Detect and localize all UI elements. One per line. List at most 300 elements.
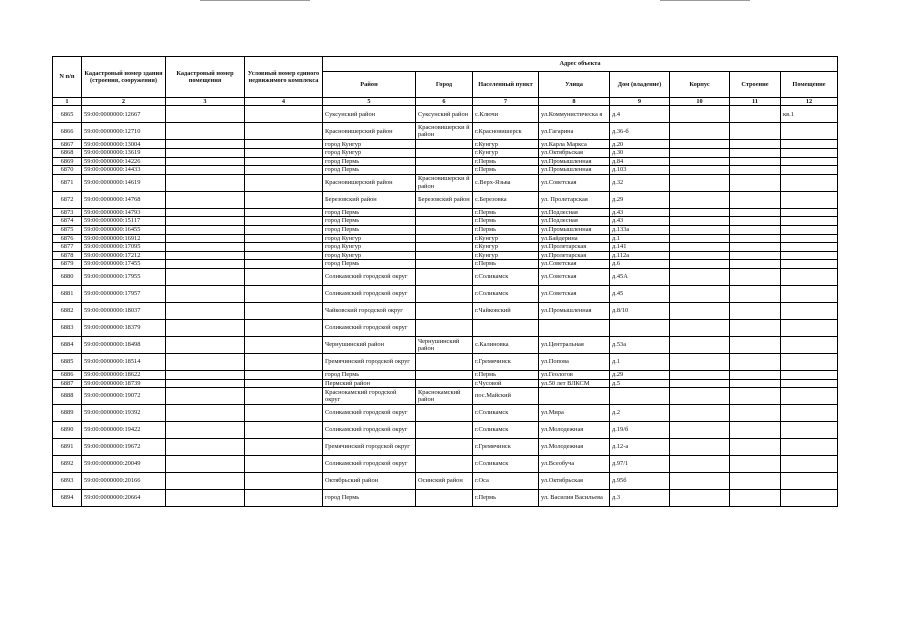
cell-district: город Пермь	[323, 166, 416, 175]
cell-house	[610, 319, 670, 336]
cell-house: д.53а	[610, 336, 670, 353]
cell-premises	[781, 217, 838, 226]
cell-conditional-number	[245, 388, 323, 405]
table-row	[53, 157, 838, 166]
table-row	[53, 191, 838, 208]
cell-cadastral-room	[166, 268, 245, 285]
cell-building	[730, 217, 781, 226]
cell-building	[730, 208, 781, 217]
cell-district: Соликамский городской округ	[323, 268, 416, 285]
cell-cadastral-building: 59:00:0000000:13619	[82, 149, 166, 158]
cell-cadastral-building: 59:00:0000000:19392	[82, 405, 166, 422]
cell-city	[416, 268, 473, 285]
cell-cadastral-room	[166, 319, 245, 336]
cell-premises	[781, 243, 838, 252]
cell-premises	[781, 208, 838, 217]
cell-premises	[781, 225, 838, 234]
cell-row-number: 6882	[53, 302, 82, 319]
cell-district: Соликамский городской округ	[323, 405, 416, 422]
cell-street: ул.Подлесная	[539, 217, 610, 226]
cell-building	[730, 234, 781, 243]
column-number: 1	[53, 98, 82, 106]
cell-cadastral-room	[166, 208, 245, 217]
cell-building	[730, 490, 781, 507]
cell-locality: г.Соликамск	[473, 268, 539, 285]
header-korpus: Корпус	[670, 72, 730, 98]
cell-korpus	[670, 123, 730, 140]
cell-locality: г.Соликамск	[473, 405, 539, 422]
cell-cadastral-room	[166, 388, 245, 405]
table-row	[53, 370, 838, 379]
cell-conditional-number	[245, 353, 323, 370]
table-row	[53, 243, 838, 252]
column-number: 7	[473, 98, 539, 106]
cell-premises	[781, 302, 838, 319]
cell-korpus	[670, 353, 730, 370]
cell-row-number: 6867	[53, 140, 82, 149]
cell-row-number: 6888	[53, 388, 82, 405]
cell-premises	[781, 370, 838, 379]
table-row	[53, 422, 838, 439]
cell-korpus	[670, 490, 730, 507]
cell-cadastral-room	[166, 166, 245, 175]
column-number: 11	[730, 98, 781, 106]
cell-korpus	[670, 243, 730, 252]
table-row	[53, 234, 838, 243]
cell-row-number: 6870	[53, 166, 82, 175]
cell-house: д.6	[610, 260, 670, 269]
cell-row-number: 6894	[53, 490, 82, 507]
cell-house: д.84	[610, 157, 670, 166]
column-number-row	[53, 98, 838, 106]
cell-locality: с.Березовка	[473, 191, 539, 208]
cell-house: д.43	[610, 217, 670, 226]
cell-row-number: 6875	[53, 225, 82, 234]
cell-street: ул.Октябрьская	[539, 473, 610, 490]
cell-house: д.45	[610, 285, 670, 302]
cell-street: ул.Всеобуча	[539, 456, 610, 473]
table-row	[53, 319, 838, 336]
cell-locality: г.Пермь	[473, 157, 539, 166]
cell-conditional-number	[245, 123, 323, 140]
cell-premises	[781, 439, 838, 456]
cell-conditional-number	[245, 251, 323, 260]
cell-street: ул.Подлесная	[539, 208, 610, 217]
cell-korpus	[670, 388, 730, 405]
cell-street: ул.Промышленная	[539, 157, 610, 166]
cell-locality: г.Кунгур	[473, 243, 539, 252]
cell-locality: г.Кунгур	[473, 251, 539, 260]
cell-cadastral-building: 59:00:0000000:17957	[82, 285, 166, 302]
cell-house: д.103	[610, 166, 670, 175]
cell-cadastral-room	[166, 456, 245, 473]
cell-conditional-number	[245, 456, 323, 473]
cell-conditional-number	[245, 260, 323, 269]
cell-street: ул.50 лет ВЛКСМ	[539, 379, 610, 388]
cell-street: ул.Промышленная	[539, 225, 610, 234]
cell-city: Красновишерски й район	[416, 174, 473, 191]
table-row	[53, 123, 838, 140]
cell-cadastral-building: 59:00:0000000:20049	[82, 456, 166, 473]
cell-korpus	[670, 302, 730, 319]
cell-premises	[781, 268, 838, 285]
cell-locality: г.Пермь	[473, 490, 539, 507]
cell-district: Соликамский городской округ	[323, 285, 416, 302]
cell-district: город Кунгур	[323, 234, 416, 243]
cell-district: Красновишерский район	[323, 174, 416, 191]
cell-city	[416, 208, 473, 217]
cell-house: д.112а	[610, 251, 670, 260]
cell-cadastral-building: 59:00:0000000:19422	[82, 422, 166, 439]
cell-locality: г.Пермь	[473, 370, 539, 379]
cell-cadastral-building: 59:00:0000000:18622	[82, 370, 166, 379]
cell-conditional-number	[245, 225, 323, 234]
cell-building	[730, 473, 781, 490]
cell-row-number: 6889	[53, 405, 82, 422]
cell-locality: г.Пермь	[473, 217, 539, 226]
header-address-group: Адрес объекта	[323, 57, 838, 72]
cell-row-number: 6878	[53, 251, 82, 260]
cell-locality	[473, 319, 539, 336]
cell-district: Красновишерский район	[323, 123, 416, 140]
cell-korpus	[670, 319, 730, 336]
cell-conditional-number	[245, 191, 323, 208]
cell-building	[730, 268, 781, 285]
cell-conditional-number	[245, 217, 323, 226]
cell-locality: г.Соликамск	[473, 422, 539, 439]
cell-cadastral-room	[166, 234, 245, 243]
cell-conditional-number	[245, 379, 323, 388]
table-row	[53, 217, 838, 226]
cell-row-number: 6874	[53, 217, 82, 226]
cell-house: д.36-б	[610, 123, 670, 140]
cell-cadastral-building: 59:00:0000000:18379	[82, 319, 166, 336]
cell-city	[416, 405, 473, 422]
cell-building	[730, 285, 781, 302]
cell-district: Соликамский городской округ	[323, 422, 416, 439]
cell-city	[416, 140, 473, 149]
cell-street: ул.Промышленная	[539, 166, 610, 175]
column-number: 12	[781, 98, 838, 106]
table-row	[53, 473, 838, 490]
cell-premises	[781, 191, 838, 208]
cell-korpus	[670, 473, 730, 490]
cell-house: д.1	[610, 234, 670, 243]
cell-locality: г.Пермь	[473, 225, 539, 234]
cell-locality: с.Калиновка	[473, 336, 539, 353]
cell-premises	[781, 456, 838, 473]
cell-building	[730, 422, 781, 439]
cell-city	[416, 149, 473, 158]
cell-conditional-number	[245, 166, 323, 175]
cell-premises	[781, 336, 838, 353]
cell-cadastral-room	[166, 225, 245, 234]
cell-city: Чернушинский район	[416, 336, 473, 353]
cell-street: ул.Советская	[539, 285, 610, 302]
cell-korpus	[670, 234, 730, 243]
cell-row-number: 6873	[53, 208, 82, 217]
cell-conditional-number	[245, 336, 323, 353]
cell-house: д.8/10	[610, 302, 670, 319]
cell-row-number: 6865	[53, 106, 82, 123]
cell-building	[730, 379, 781, 388]
cell-house: д.3	[610, 490, 670, 507]
cell-cadastral-room	[166, 106, 245, 123]
cell-row-number: 6866	[53, 123, 82, 140]
cell-premises	[781, 388, 838, 405]
cell-locality: г.Гремячинск	[473, 353, 539, 370]
cell-city	[416, 422, 473, 439]
cell-cadastral-building: 59:00:0000000:18037	[82, 302, 166, 319]
cell-row-number: 6891	[53, 439, 82, 456]
cell-conditional-number	[245, 370, 323, 379]
cell-locality: г.Гремячинск	[473, 439, 539, 456]
cell-locality: с.Ключи	[473, 106, 539, 123]
cell-conditional-number	[245, 422, 323, 439]
table-row	[53, 456, 838, 473]
cell-premises	[781, 319, 838, 336]
column-number: 2	[82, 98, 166, 106]
cell-city: Красновишерски й район	[416, 123, 473, 140]
cell-cadastral-room	[166, 243, 245, 252]
cell-cadastral-building: 59:00:0000000:16912	[82, 234, 166, 243]
cell-conditional-number	[245, 157, 323, 166]
cell-cadastral-room	[166, 285, 245, 302]
cell-conditional-number	[245, 149, 323, 158]
cell-district: Чернушинский район	[323, 336, 416, 353]
cell-building	[730, 243, 781, 252]
cell-street: ул. Пролетарская	[539, 191, 610, 208]
cell-row-number: 6885	[53, 353, 82, 370]
cell-cadastral-room	[166, 336, 245, 353]
column-number: 9	[610, 98, 670, 106]
cell-row-number: 6892	[53, 456, 82, 473]
cell-cadastral-building: 59:00:0000000:13004	[82, 140, 166, 149]
cell-street: ул.Гагарина	[539, 123, 610, 140]
cell-cadastral-building: 59:00:0000000:18498	[82, 336, 166, 353]
table-row	[53, 405, 838, 422]
cell-cadastral-building: 59:00:0000000:14619	[82, 174, 166, 191]
cell-house: д.2	[610, 405, 670, 422]
header-locality: Населенный пункт	[473, 72, 539, 98]
cell-city	[416, 285, 473, 302]
cell-cadastral-building: 59:00:0000000:14433	[82, 166, 166, 175]
cell-house: д.20	[610, 140, 670, 149]
cell-korpus	[670, 405, 730, 422]
cell-korpus	[670, 336, 730, 353]
cell-row-number: 6886	[53, 370, 82, 379]
cell-conditional-number	[245, 490, 323, 507]
cell-house	[610, 388, 670, 405]
cell-korpus	[670, 251, 730, 260]
table-row	[53, 260, 838, 269]
cell-house: д.97/1	[610, 456, 670, 473]
cell-premises	[781, 422, 838, 439]
cell-cadastral-room	[166, 174, 245, 191]
cell-locality: г.Кунгур	[473, 140, 539, 149]
cell-house: д.45А	[610, 268, 670, 285]
cell-building	[730, 302, 781, 319]
cell-korpus	[670, 456, 730, 473]
cell-building	[730, 405, 781, 422]
cell-locality: пос.Майский	[473, 388, 539, 405]
cell-building	[730, 157, 781, 166]
cell-city	[416, 225, 473, 234]
cell-street: ул.Карла Маркса	[539, 140, 610, 149]
cell-cadastral-room	[166, 251, 245, 260]
cell-house: д.133а	[610, 225, 670, 234]
cell-korpus	[670, 422, 730, 439]
cell-city: Осинский район	[416, 473, 473, 490]
cell-district: город Пермь	[323, 260, 416, 269]
cell-city	[416, 243, 473, 252]
cell-cadastral-building: 59:00:0000000:15117	[82, 217, 166, 226]
cell-korpus	[670, 268, 730, 285]
cell-city	[416, 166, 473, 175]
scan-top-mark-left	[200, 0, 310, 1]
cell-street: ул. Василия Васильева	[539, 490, 610, 507]
cell-city	[416, 217, 473, 226]
cell-premises	[781, 490, 838, 507]
cell-city	[416, 302, 473, 319]
cell-street: ул.Коммунистическа я	[539, 106, 610, 123]
table-row	[53, 166, 838, 175]
cell-district: город Кунгур	[323, 243, 416, 252]
table-row	[53, 140, 838, 149]
cell-street: ул.Молодежная	[539, 422, 610, 439]
registry-table	[52, 56, 838, 507]
header-cadastral-building: Кадастровый номер здания (строения, сооружения)	[82, 57, 166, 98]
column-number: 5	[323, 98, 416, 106]
cell-building	[730, 191, 781, 208]
cell-house: д.29	[610, 370, 670, 379]
cell-korpus	[670, 439, 730, 456]
cell-city	[416, 234, 473, 243]
cell-premises: кв.1	[781, 106, 838, 123]
cell-korpus	[670, 149, 730, 158]
cell-district: город Кунгур	[323, 251, 416, 260]
cell-row-number: 6881	[53, 285, 82, 302]
cell-conditional-number	[245, 140, 323, 149]
cell-korpus	[670, 260, 730, 269]
cell-korpus	[670, 174, 730, 191]
cell-cadastral-building: 59:00:0000000:14793	[82, 208, 166, 217]
table-row	[53, 149, 838, 158]
cell-premises	[781, 234, 838, 243]
cell-cadastral-room	[166, 191, 245, 208]
cell-cadastral-room	[166, 439, 245, 456]
cell-district: город Пермь	[323, 208, 416, 217]
cell-cadastral-room	[166, 370, 245, 379]
cell-premises	[781, 405, 838, 422]
cell-locality: г.Кунгур	[473, 149, 539, 158]
cell-locality: г.Чусовой	[473, 379, 539, 388]
table-row	[53, 208, 838, 217]
cell-district: Гремячинский городской округ	[323, 439, 416, 456]
cell-row-number: 6871	[53, 174, 82, 191]
cell-city: Краснокамский район	[416, 388, 473, 405]
cell-conditional-number	[245, 243, 323, 252]
cell-conditional-number	[245, 285, 323, 302]
cell-premises	[781, 174, 838, 191]
cell-building	[730, 149, 781, 158]
cell-street	[539, 388, 610, 405]
table-row	[53, 439, 838, 456]
header-city: Город	[416, 72, 473, 98]
column-number: 4	[245, 98, 323, 106]
cell-locality: г.Чайковский	[473, 302, 539, 319]
cell-street	[539, 319, 610, 336]
cell-city	[416, 439, 473, 456]
cell-cadastral-building: 59:00:0000000:20664	[82, 490, 166, 507]
cell-cadastral-room	[166, 379, 245, 388]
cell-street: ул.Советская	[539, 268, 610, 285]
cell-conditional-number	[245, 319, 323, 336]
cell-building	[730, 439, 781, 456]
cell-row-number: 6876	[53, 234, 82, 243]
cell-building	[730, 123, 781, 140]
cell-district: город Пермь	[323, 157, 416, 166]
cell-premises	[781, 123, 838, 140]
cell-conditional-number	[245, 208, 323, 217]
cell-locality: г.Пермь	[473, 260, 539, 269]
cell-street: ул.Пролетарская	[539, 243, 610, 252]
cell-house: д.30	[610, 149, 670, 158]
cell-korpus	[670, 157, 730, 166]
cell-district: Гремячинский городской округ	[323, 353, 416, 370]
cell-premises	[781, 149, 838, 158]
cell-conditional-number	[245, 268, 323, 285]
cell-street: ул.Центральная	[539, 336, 610, 353]
table-row	[53, 174, 838, 191]
cell-building	[730, 456, 781, 473]
cell-house: д.1	[610, 353, 670, 370]
cell-street: ул.Промышленная	[539, 302, 610, 319]
cell-row-number: 6879	[53, 260, 82, 269]
cell-district: Пермский район	[323, 379, 416, 388]
table-row	[53, 388, 838, 405]
cell-house: д.29	[610, 191, 670, 208]
cell-row-number: 6868	[53, 149, 82, 158]
cell-korpus	[670, 191, 730, 208]
cell-cadastral-building: 59:00:0000000:19072	[82, 388, 166, 405]
cell-cadastral-room	[166, 490, 245, 507]
cell-house: д.12-а	[610, 439, 670, 456]
cell-locality: г.Кунгур	[473, 234, 539, 243]
cell-cadastral-building: 59:00:0000000:16455	[82, 225, 166, 234]
cell-cadastral-room	[166, 149, 245, 158]
cell-cadastral-room	[166, 422, 245, 439]
cell-korpus	[670, 285, 730, 302]
cell-conditional-number	[245, 106, 323, 123]
cell-cadastral-building: 59:00:0000000:19672	[82, 439, 166, 456]
table-row	[53, 302, 838, 319]
cell-city	[416, 319, 473, 336]
cell-district: Октябрьский район	[323, 473, 416, 490]
cell-building	[730, 319, 781, 336]
cell-korpus	[670, 208, 730, 217]
cell-district: город Пермь	[323, 225, 416, 234]
cell-cadastral-building: 59:00:0000000:17955	[82, 268, 166, 285]
cell-locality: г.Красновишерск	[473, 123, 539, 140]
cell-city: Березовский район	[416, 191, 473, 208]
cell-building	[730, 106, 781, 123]
cell-cadastral-room	[166, 302, 245, 319]
cell-building	[730, 370, 781, 379]
cell-cadastral-room	[166, 260, 245, 269]
cell-row-number: 6884	[53, 336, 82, 353]
cell-cadastral-building: 59:00:0000000:12667	[82, 106, 166, 123]
